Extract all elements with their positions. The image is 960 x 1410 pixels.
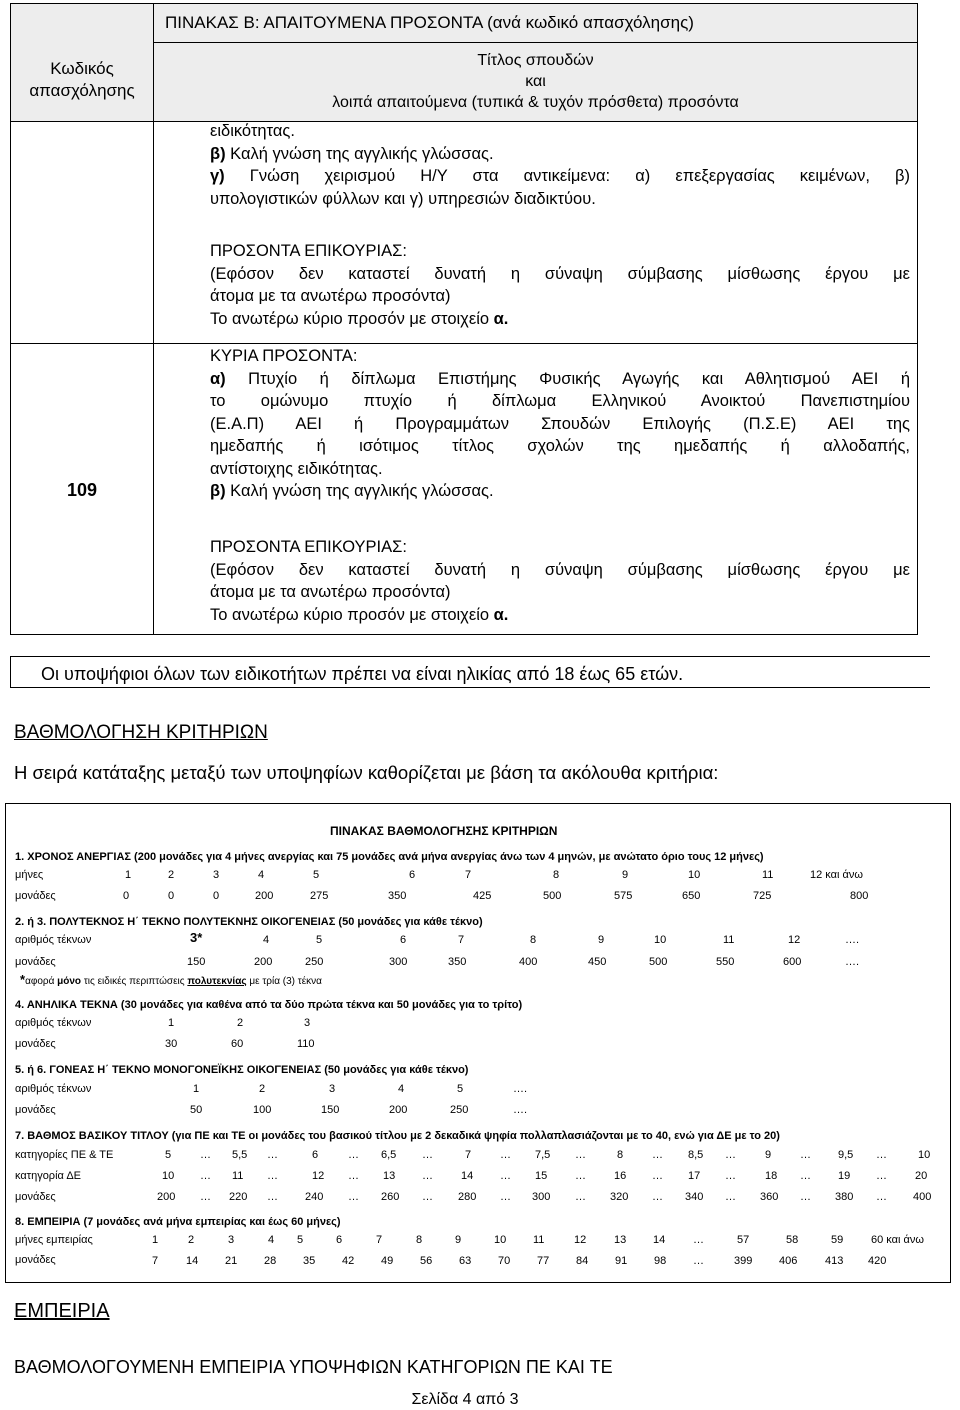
criteria-cell: …	[422, 1149, 433, 1161]
criteria-cell: 7,5	[535, 1149, 551, 1161]
criteria-cell: 13	[614, 1234, 627, 1246]
criteria-cell: 35	[303, 1255, 316, 1267]
criteria-cell: 300	[532, 1191, 551, 1203]
criteria-cell: 275	[310, 890, 329, 902]
c8-months-label: μήνες εμπειρίας	[15, 1234, 93, 1246]
row1-aux-line1: (Εφόσον δεν καταστεί δυνατή η σύναψη σύμβασης μίσθωσης έργου με	[210, 264, 910, 283]
row2-aux	[210, 536, 910, 626]
criteria-cell: …	[348, 1170, 359, 1182]
c5-points-label: μονάδες	[15, 1104, 56, 1116]
criteria-cell: 16	[614, 1170, 627, 1182]
criteria-cell: …	[500, 1191, 511, 1203]
criteria-cell: 0	[168, 890, 175, 902]
employment-code: 109	[66, 480, 98, 500]
criteria-cell: …	[652, 1191, 663, 1203]
row2-aux-line2: άτομα με τα ανωτέρω προσόντα)	[210, 583, 451, 601]
criteria-title: ΠΙΝΑΚΑΣ ΒΑΘΜΟΛΟΓΗΣΗΣ ΚΡΙΤΗΡΙΩΝ	[330, 824, 558, 838]
criteria-cell: …	[500, 1149, 511, 1161]
criteria-cell: 200	[389, 1104, 408, 1116]
criteria-cell: 6,5	[381, 1149, 397, 1161]
criteria-cell: 11	[232, 1170, 244, 1182]
criteria-cell: 13	[383, 1170, 396, 1182]
c7-pe-label: κατηγορίες ΠΕ & ΤΕ	[15, 1149, 114, 1161]
age-requirement-note: Οι υποψήφιοι όλων των ειδικοτήτων πρέπει να είναι ηλικίας από 18 έως 65 ετών.	[10, 656, 930, 688]
table-title: ΠΙΝΑΚΑΣ Β: ΑΠΑΙΤΟΥΜΕΝΑ ΠΡΟΣΟΝΤΑ (ανά κωδικό απασχόλησης)	[153, 4, 917, 43]
criteria-cell: 5	[165, 1149, 172, 1161]
row2-line5: αντίστοιχης ειδικότητας.	[210, 459, 383, 478]
criteria-cell: 8,5	[688, 1149, 704, 1161]
criteria-cell: …	[876, 1170, 887, 1182]
criteria-cell: …	[693, 1234, 704, 1246]
criteria-cell: 220	[229, 1191, 248, 1203]
criteria-cell: 3	[228, 1234, 235, 1246]
scoring-heading: ΒΑΘΜΟΛΟΓΗΣΗ ΚΡΙΤΗΡΙΩΝ	[14, 722, 268, 743]
criteria-cell: 14	[653, 1234, 666, 1246]
criteria-cell: 18	[765, 1170, 778, 1182]
code-header-line2: απασχόλησης	[29, 81, 135, 100]
criteria-cell: 4	[263, 934, 270, 946]
row2-aux-line3: Το ανωτέρω κύριο προσόν με στοιχείο α.	[210, 605, 509, 624]
c8-title: 8. ΕΜΠΕΙΡΙΑ (7 μονάδες ανά μήνα εμπειρίας και έως 60 μήνες)	[15, 1216, 341, 1228]
criteria-cell: 300	[389, 956, 408, 968]
criteria-cell: 380	[835, 1191, 854, 1203]
criteria-cell: 5,5	[232, 1149, 248, 1161]
criteria-cell: 4	[258, 869, 265, 881]
criteria-cell: 50	[190, 1104, 203, 1116]
row1-line3: γ) Γνώση χειρισμού Η/Υ στα αντικείμενα: α) επεξεργασίας κειμένων, β)	[210, 167, 910, 185]
column-divider	[153, 4, 154, 634]
criteria-cell: 650	[682, 890, 701, 902]
criteria-cell: 1	[193, 1083, 200, 1095]
c1-title: 1. ΧΡΟΝΟΣ ΑΝΕΡΓΙΑΣ (200 μονάδες για 4 μήνες ανεργίας και 75 μονάδες ανά μήνα ανεργίας άνω των 4 μηνών, με ανώτατο όριο τους 12 μήνες)	[15, 851, 764, 863]
row1-line4: υπολογιστικών φύλλων και γ) υπηρεσιών διαδικτύου.	[210, 189, 596, 208]
criteria-cell: …	[422, 1170, 433, 1182]
c5-children-label: αριθμός τέκνων	[15, 1083, 92, 1095]
row2-main	[210, 345, 910, 503]
criteria-cell: 5	[313, 869, 320, 881]
row2-aux-title: ΠΡΟΣΟΝΤΑ ΕΠΙΚΟΥΡΙΑΣ:	[210, 538, 407, 556]
criteria-cell: ….	[513, 1083, 528, 1095]
criteria-cell: 10	[162, 1170, 175, 1182]
criteria-cell: 240	[305, 1191, 324, 1203]
criteria-cell: …	[348, 1149, 359, 1161]
criteria-cell: 14	[461, 1170, 474, 1182]
c2-children-label: αριθμός τέκνων	[15, 934, 92, 946]
criteria-cell: 9,5	[838, 1149, 854, 1161]
criteria-cell: 1	[125, 869, 132, 881]
page-number: Σελίδα 4 από 3	[411, 1391, 519, 1408]
criteria-cell: 250	[450, 1104, 469, 1116]
criteria-cell: ….	[845, 956, 860, 968]
criteria-cell: 59	[831, 1234, 844, 1246]
criteria-cell: …	[876, 1149, 887, 1161]
row1-aux-title: ΠΡΟΣΟΝΤΑ ΕΠΙΚΟΥΡΙΑΣ:	[210, 242, 407, 260]
criteria-cell: 3	[213, 869, 220, 881]
criteria-cell: 250	[305, 956, 324, 968]
row2-main-title: ΚΥΡΙΑ ΠΡΟΣΟΝΤΑ:	[210, 347, 358, 365]
c4-points-label: μονάδες	[15, 1038, 56, 1050]
criteria-cell: 9	[455, 1234, 462, 1246]
criteria-cell: 5	[316, 934, 323, 946]
criteria-cell: 11	[723, 934, 735, 946]
row2-line2: το ομώνυμο πτυχίο ή δίπλωμα Ελληνικού Ανοικτού Πανεπιστημίου	[210, 392, 910, 410]
criteria-cell: 8	[530, 934, 537, 946]
criteria-cell: …	[575, 1170, 586, 1182]
criteria-cell: 6	[336, 1234, 343, 1246]
criteria-cell: 60 και άνω	[871, 1234, 924, 1246]
criteria-cell: 60	[231, 1038, 244, 1050]
criteria-cell: 0	[123, 890, 130, 902]
criteria-cell: …	[200, 1149, 211, 1161]
criteria-cell: 4	[398, 1083, 405, 1095]
criteria-cell: ….	[513, 1104, 528, 1116]
criteria-cell: 21	[225, 1255, 238, 1267]
criteria-cell: …	[267, 1170, 278, 1182]
criteria-cell: 57	[737, 1234, 750, 1246]
criteria-cell: 400	[913, 1191, 932, 1203]
criteria-cell: 100	[253, 1104, 272, 1116]
row1-content	[210, 120, 910, 210]
criteria-cell: 11	[533, 1234, 545, 1246]
criteria-cell: 5	[457, 1083, 464, 1095]
row1-aux-line2: άτομα με τα ανωτέρω προσόντα)	[210, 287, 451, 305]
row2-line6: β) Καλή γνώση της αγγλικής γλώσσας.	[210, 482, 494, 500]
experience-heading: ΕΜΠΕΙΡΙΑ	[14, 1300, 110, 1322]
criteria-cell: 17	[688, 1170, 701, 1182]
title-header-line1: Τίτλος σπουδών	[477, 52, 594, 69]
criteria-cell: 725	[753, 890, 772, 902]
criteria-cell: …	[800, 1170, 811, 1182]
criteria-cell: …	[800, 1149, 811, 1161]
row1-aux-line3: Το ανωτέρω κύριο προσόν με στοιχείο α.	[210, 309, 509, 328]
criteria-cell: …	[725, 1149, 736, 1161]
criteria-cell: 8	[617, 1149, 624, 1161]
criteria-cell: 4	[268, 1234, 275, 1246]
criteria-cell: 320	[610, 1191, 629, 1203]
criteria-cell: …	[800, 1191, 811, 1203]
criteria-cell: …	[725, 1191, 736, 1203]
criteria-cell: 70	[498, 1255, 511, 1267]
criteria-cell: 425	[473, 890, 492, 902]
criteria-cell: 11	[762, 869, 774, 881]
criteria-cell: 550	[716, 956, 735, 968]
criteria-cell: 8	[553, 869, 560, 881]
criteria-cell: 1	[168, 1017, 175, 1029]
criteria-cell: 150	[187, 956, 206, 968]
criteria-cell: …	[693, 1255, 704, 1267]
criteria-cell: 63	[459, 1255, 472, 1267]
row1-line1: ειδικότητας.	[210, 122, 295, 140]
criteria-cell: 360	[760, 1191, 779, 1203]
criteria-cell: 77	[537, 1255, 550, 1267]
criteria-cell: 3	[329, 1083, 336, 1095]
criteria-cell: 84	[576, 1255, 589, 1267]
criteria-cell: 3*	[190, 930, 203, 945]
criteria-cell: 260	[381, 1191, 400, 1203]
criteria-cell: …	[725, 1170, 736, 1182]
criteria-cell: 110	[297, 1038, 315, 1050]
criteria-cell: 12	[312, 1170, 325, 1182]
criteria-cell: 15	[535, 1170, 548, 1182]
criteria-cell: 600	[783, 956, 802, 968]
criteria-cell: 19	[838, 1170, 851, 1182]
criteria-cell: 42	[342, 1255, 355, 1267]
criteria-cell: 7	[458, 934, 465, 946]
criteria-cell: 56	[420, 1255, 433, 1267]
criteria-cell: 9	[598, 934, 605, 946]
criteria-cell: 7	[465, 1149, 472, 1161]
c7-points-label: μονάδες	[15, 1191, 56, 1203]
criteria-cell: 200	[157, 1191, 176, 1203]
criteria-cell: 2	[168, 869, 175, 881]
criteria-cell: …	[348, 1191, 359, 1203]
criteria-cell: 280	[458, 1191, 477, 1203]
criteria-cell: …	[200, 1170, 211, 1182]
row1-line2: β) Καλή γνώση της αγγλικής γλώσσας.	[210, 144, 494, 163]
c5-title: 5. ή 6. ΓΟΝΕΑΣ Η΄ ΤΕΚΝΟ ΜΟΝΟΓΟΝΕΪΚΗΣ ΟΙΚΟΓΕΝΕΙΑΣ (50 μονάδες για κάθε τέκνο)	[15, 1064, 469, 1076]
row2-aux-line1: (Εφόσον δεν καταστεί δυνατή η σύναψη σύμβασης μίσθωσης έργου με	[210, 560, 910, 579]
criteria-cell: 800	[850, 890, 869, 902]
row2-line3: (Ε.Α.Π) ΑΕΙ ή Προγραμμάτων Σπουδών Επιλογής (Π.Σ.Ε) ΑΕΙ της	[210, 414, 910, 433]
criteria-cell: …	[422, 1191, 433, 1203]
criteria-cell: 9	[765, 1149, 772, 1161]
criteria-cell: …	[652, 1149, 663, 1161]
criteria-cell: 12 και άνω	[810, 869, 863, 881]
c1-points-label: μονάδες	[15, 890, 56, 902]
criteria-cell: 2	[188, 1234, 195, 1246]
criteria-cell: 1	[152, 1234, 159, 1246]
criteria-cell: 10	[688, 869, 701, 881]
criteria-cell: 500	[649, 956, 668, 968]
c4-title: 4. ΑΝΗΛΙΚΑ ΤΕΚΝΑ (30 μονάδες για καθένα από τα δύο πρώτα τέκνα και 50 μονάδες για το τρίτο)	[15, 999, 523, 1011]
criteria-cell: 10	[654, 934, 667, 946]
criteria-cell: 340	[685, 1191, 704, 1203]
criteria-cell: …	[267, 1149, 278, 1161]
criteria-cell: 413	[825, 1255, 844, 1267]
experience-subheading: ΒΑΘΜΟΛΟΓΟΥΜΕΝΗ ΕΜΠΕΙΡΙΑ ΥΠΟΨΗΦΙΩΝ ΚΑΤΗΓΟΡΙΩΝ ΠΕ ΚΑΙ ΤΕ	[14, 1357, 613, 1377]
criteria-cell: 12	[788, 934, 801, 946]
criteria-cell: 9	[622, 869, 629, 881]
criteria-cell: 14	[186, 1255, 199, 1267]
criteria-cell: …	[575, 1191, 586, 1203]
criteria-cell: 150	[321, 1104, 340, 1116]
criteria-cell: 7	[376, 1234, 383, 1246]
criteria-cell: 6	[312, 1149, 319, 1161]
criteria-cell: 2	[259, 1083, 266, 1095]
criteria-cell: 58	[786, 1234, 799, 1246]
title-header-line2: και	[525, 73, 546, 90]
criteria-cell: …	[200, 1191, 211, 1203]
criteria-cell: 420	[868, 1255, 887, 1267]
title-column-header	[154, 43, 917, 121]
criteria-cell: 28	[264, 1255, 277, 1267]
criteria-cell: 2	[237, 1017, 244, 1029]
c2-points-label: μονάδες	[15, 956, 56, 968]
row-divider	[153, 343, 917, 344]
code-column-header	[11, 4, 153, 122]
criteria-cell: 49	[381, 1255, 394, 1267]
criteria-cell: 575	[614, 890, 633, 902]
criteria-cell: …	[575, 1149, 586, 1161]
title-header-line3: λοιπά απαιτούμενα (τυπικά & τυχόν πρόσθετα) προσόντα	[332, 94, 739, 111]
criteria-cell: 6	[409, 869, 416, 881]
criteria-cell: 30	[165, 1038, 178, 1050]
criteria-cell: …	[876, 1191, 887, 1203]
criteria-cell: 98	[654, 1255, 667, 1267]
criteria-cell: 20	[915, 1170, 928, 1182]
c1-months-label: μήνες	[15, 869, 44, 881]
row2-line1: α) Πτυχίο ή δίπλωμα Επιστήμης Φυσικής Αγωγής και Αθλητισμού ΑΕΙ ή	[210, 369, 910, 388]
criteria-cell: 5	[297, 1234, 304, 1246]
c2-footnote: *αφορά μόνο τις ειδικές περιπτώσεις πολυτεκνίας με τρία (3) τέκνα	[20, 972, 322, 987]
criteria-cell: 0	[213, 890, 220, 902]
criteria-cell: 6	[400, 934, 407, 946]
criteria-cell: 200	[255, 890, 274, 902]
criteria-cell: 200	[254, 956, 273, 968]
c8-points-label: μονάδες	[15, 1254, 56, 1266]
criteria-cell: …	[267, 1191, 278, 1203]
criteria-cell: …	[652, 1170, 663, 1182]
criteria-cell: 8	[416, 1234, 423, 1246]
criteria-cell: 7	[152, 1255, 159, 1267]
criteria-cell: 500	[543, 890, 562, 902]
criteria-cell: 7	[465, 869, 472, 881]
criteria-cell: 406	[779, 1255, 798, 1267]
criteria-cell: 10	[494, 1234, 507, 1246]
criteria-cell: 450	[588, 956, 607, 968]
criteria-cell: 91	[615, 1255, 628, 1267]
code-header-line1: Κωδικός	[50, 59, 114, 78]
criteria-cell: 400	[519, 956, 538, 968]
criteria-cell: 3	[304, 1017, 311, 1029]
scoring-intro: Η σειρά κατάταξης μεταξύ των υποψηφίων καθορίζεται με βάση τα ακόλουθα κριτήρια:	[14, 762, 719, 783]
criteria-cell: 12	[574, 1234, 587, 1246]
c7-title: 7. ΒΑΘΜΟΣ ΒΑΣΙΚΟΥ ΤΙΤΛΟΥ (για ΠΕ και ΤΕ οι μονάδες του βασικού τίτλου με 2 δεκαδικά ψηφία πολλαπλασιάζονται με το 40, ενώ για ΔΕ με το 20)	[15, 1130, 780, 1142]
criteria-cell: 399	[734, 1255, 753, 1267]
criteria-cell: ….	[845, 934, 860, 946]
c7-de-label: κατηγορία ΔΕ	[15, 1170, 81, 1182]
c2-title: 2. ή 3. ΠΟΛΥΤΕΚΝΟΣ Η΄ ΤΕΚΝΟ ΠΟΛΥΤΕΚΝΗΣ ΟΙΚΟΓΕΝΕΙΑΣ (50 μονάδες για κάθε τέκνο)	[15, 916, 483, 928]
row1-aux	[210, 240, 910, 330]
criteria-cell: 10	[918, 1149, 931, 1161]
row2-line4: ημεδαπής ή ισότιμος τίτλος σχολών της ημεδαπής ή αλλοδαπής,	[210, 437, 910, 455]
criteria-cell: 350	[448, 956, 467, 968]
c4-children-label: αριθμός τέκνων	[15, 1017, 92, 1029]
criteria-cell: 350	[388, 890, 407, 902]
criteria-cell: …	[500, 1170, 511, 1182]
